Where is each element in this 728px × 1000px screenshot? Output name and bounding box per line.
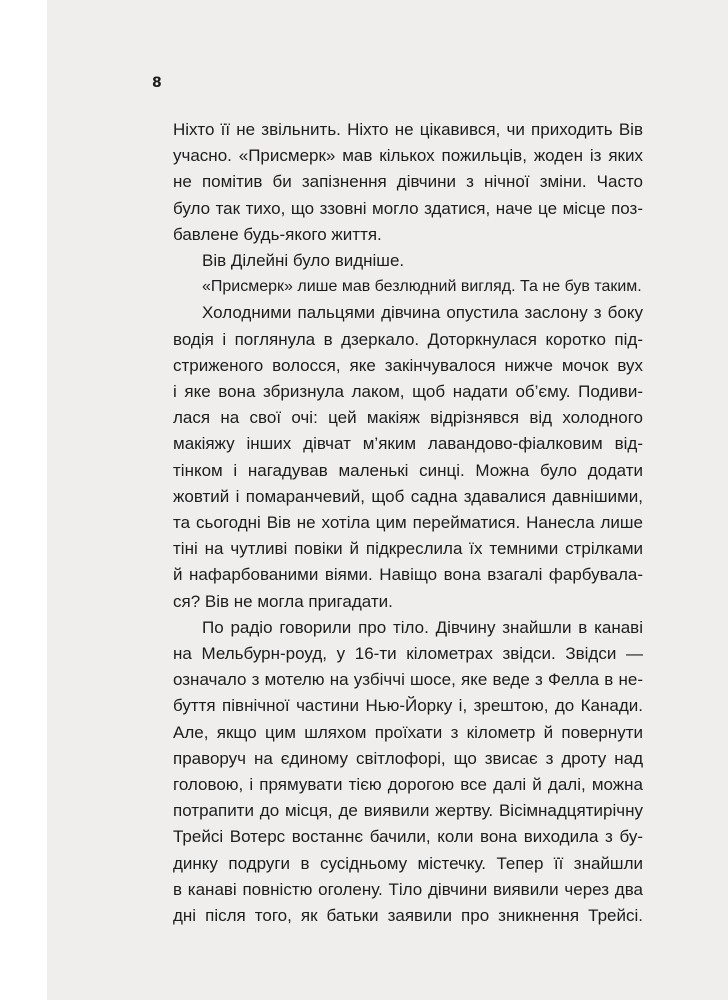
text-line: стриженого волосся, яке закінчувалося нижче мочок вух <box>173 355 643 375</box>
text-line: та сьогодні Вів не хотіла цим перейматися. Нанесла лише <box>173 513 643 533</box>
text-line: не помітив би запізнення дівчини з нічної зміни. Часто <box>173 172 643 192</box>
text-line: «Присмерк» лише мав безлюдний вигляд. Та не був таким. <box>202 278 642 296</box>
text-line: жовтий і помаранчевий, щоб садна здавалися давнішими, <box>173 486 643 506</box>
text-line: макіяжу інших дівчат м’яким лавандово-фіалковим від- <box>173 434 643 454</box>
text-line: По радіо говорили про тіло. Дівчину знайшли в канаві <box>202 617 643 637</box>
text-line: Трейсі Вотерс востаннє бачили, коли вона виходила з бу- <box>173 827 643 847</box>
text-line: тінком і нагадував маленькі синці. Можна було додати <box>173 460 643 480</box>
text-line: учасно. «Присмерк» мав кількох пожильців, жоден із яких <box>173 146 643 166</box>
text-line: головою, і прямувати тією дорогою все далі й далі, можна <box>173 775 643 795</box>
body-text <box>173 117 643 929</box>
text-line: і яке вона збризнула лаком, щоб надати об’єму. Подиви- <box>173 382 643 402</box>
text-line: водія і поглянула в дзеркало. Доторкнулася коротко під- <box>173 329 643 349</box>
text-line: тіні на чутливі повіки й підкреслила їх темними стрілками <box>173 539 643 559</box>
text-line: бавлене будь-якого життя. <box>173 224 382 244</box>
text-line: лася на свої очі: цей макіяж відрізнявся від холодного <box>173 408 643 428</box>
text-line: Холодними пальцями дівчина опустила заслону з боку <box>202 303 643 323</box>
text-line: в канаві повністю оголену. Тіло дівчини виявили через два <box>173 879 643 899</box>
text-line: було так тихо, що ззовні могло здатися, наче це місце поз- <box>173 198 643 218</box>
text-line: потрапити до місця, де виявили жертву. Вісімнадцятирічну <box>173 801 643 821</box>
text-line: динку подруги в сусідньому містечку. Тепер її знайшли <box>173 853 643 873</box>
text-line: й нафарбованими віями. Навіщо вона взагалі фарбувала- <box>173 565 643 585</box>
text-line: дні після того, як батьки заявили про зникнення Трейсі. <box>173 906 643 926</box>
text-line: Але, якщо цим шляхом проїхати з кілометр й повернути <box>173 722 643 742</box>
text-line: означало з мотелю на узбіччі шосе, яке веде з Фелла в не- <box>173 670 643 690</box>
text-line: праворуч на єдиному світлофорі, що звисає з дроту над <box>173 748 643 768</box>
text-line: ся? Вів не могла пригадати. <box>173 591 393 611</box>
page-number: 8 <box>152 75 162 91</box>
text-line: Ніхто її не звільнить. Ніхто не цікавився, чи приходить Вів <box>173 120 643 139</box>
text-line: на Мельбурн-роуд, у 16-ти кілометрах звідси. Звідси — <box>173 644 643 664</box>
text-line: буття північної частини Нью-Йорку і, зрештою, до Канади. <box>173 696 643 716</box>
text-line: Вів Ділейні було видніше. <box>202 251 405 271</box>
book-page <box>47 0 728 1000</box>
